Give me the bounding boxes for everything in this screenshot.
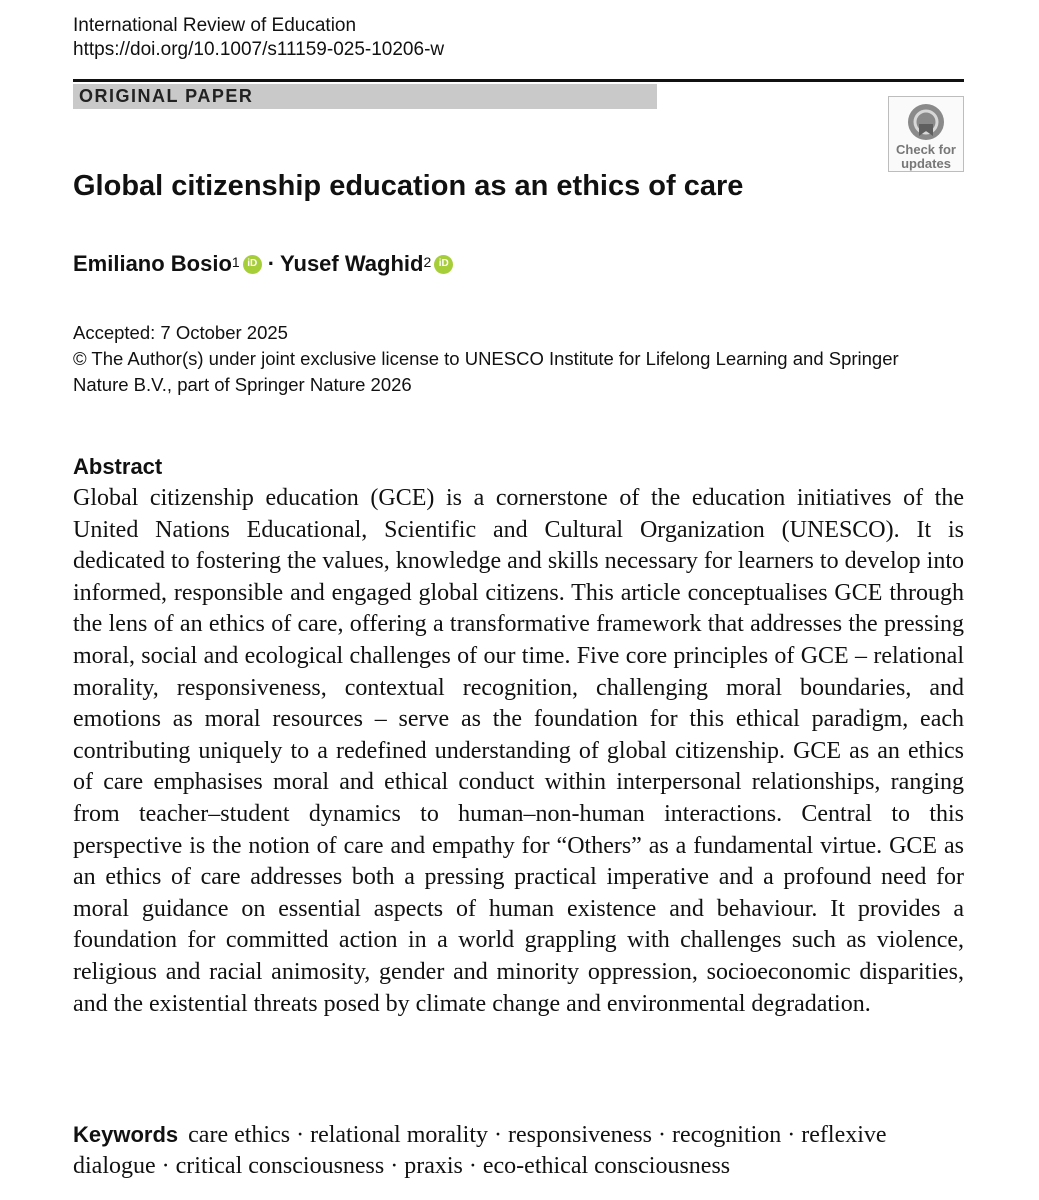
header-rule [73,79,964,82]
keywords-section [73,1119,964,1182]
abstract-heading: Abstract [73,454,163,479]
author-name[interactable]: Emiliano Bosio [73,251,232,276]
badge-line-2: updates [901,156,951,171]
keywords-label: Keywords [73,1122,179,1147]
check-for-updates-icon [906,102,946,142]
keywords-list: care ethics · relational morality · responsiveness · recognition · reflexive dialogue · critical consciousness · praxis · eco-ethical consciousness [73,1122,887,1179]
orcid-icon[interactable]: iD [243,255,262,274]
author-affiliation: 1 [231,254,240,270]
orcid-icon[interactable]: iD [434,255,453,274]
abstract-text: Global citizenship education (GCE) is a cornerstone of the education initiatives of the United Nations Educational, Scientific and Cultural Organization (UNESCO). It is dedicated to fostering the values, knowledge and skills necessary for learners to develop into informed, responsible and engaged global citizens. This article conceptualises GCE through the lens of an ethics of care, offering a transformative framework that addresses the pressing moral, social and ecological challenges of our time. Five core principles of GCE – relational morality, responsiveness, contextual recognition, challenging moral boundaries, and emotions as moral resources – serve as the foundation for this ethical paradigm, each contributing uniquely to a redefined understanding of global citizenship. GCE as an ethics of care emphasises moral and ethical conduct within interpersonal relationships, ranging from teacher–student dynamics to human–non-human interactions. Central to this perspective is the notion of care and empathy for “Others” as a fundamental virtue. GCE as an ethics of care addresses both a pressing practical imperative and a profound need for moral guidance on essential aspects of human existence and behaviour. It provides a foundation for committed action in a world grappling with challenges such as violence, religious and racial animosity, gender and minority oppression, socioeconomic disparities, and the existential threats posed by climate change and environmental degradation. [73,485,964,1017]
accepted-date: Accepted: 7 October 2025 [73,322,288,343]
paper-title: Global citizenship education as an ethics of care [73,170,744,202]
check-for-updates-button[interactable] [888,96,964,172]
journal-header [73,14,444,62]
article-meta [73,320,953,398]
author-separator: · [267,251,276,276]
doi-link[interactable]: https://doi.org/10.1007/s11159-025-10206-w [73,39,445,60]
author-name[interactable]: Yusef Waghid [280,251,424,276]
journal-name: International Review of Education [73,15,357,36]
paper-type-banner: ORIGINAL PAPER [73,84,657,109]
badge-line-1: Check for [896,142,956,157]
license-statement: © The Author(s) under joint exclusive license to UNESCO Institute for Lifelong Learning and Springer Nature B.V., part of Springer Nature 2026 [73,348,899,395]
author-affiliation: 2 [423,254,432,270]
author-list [73,249,459,279]
